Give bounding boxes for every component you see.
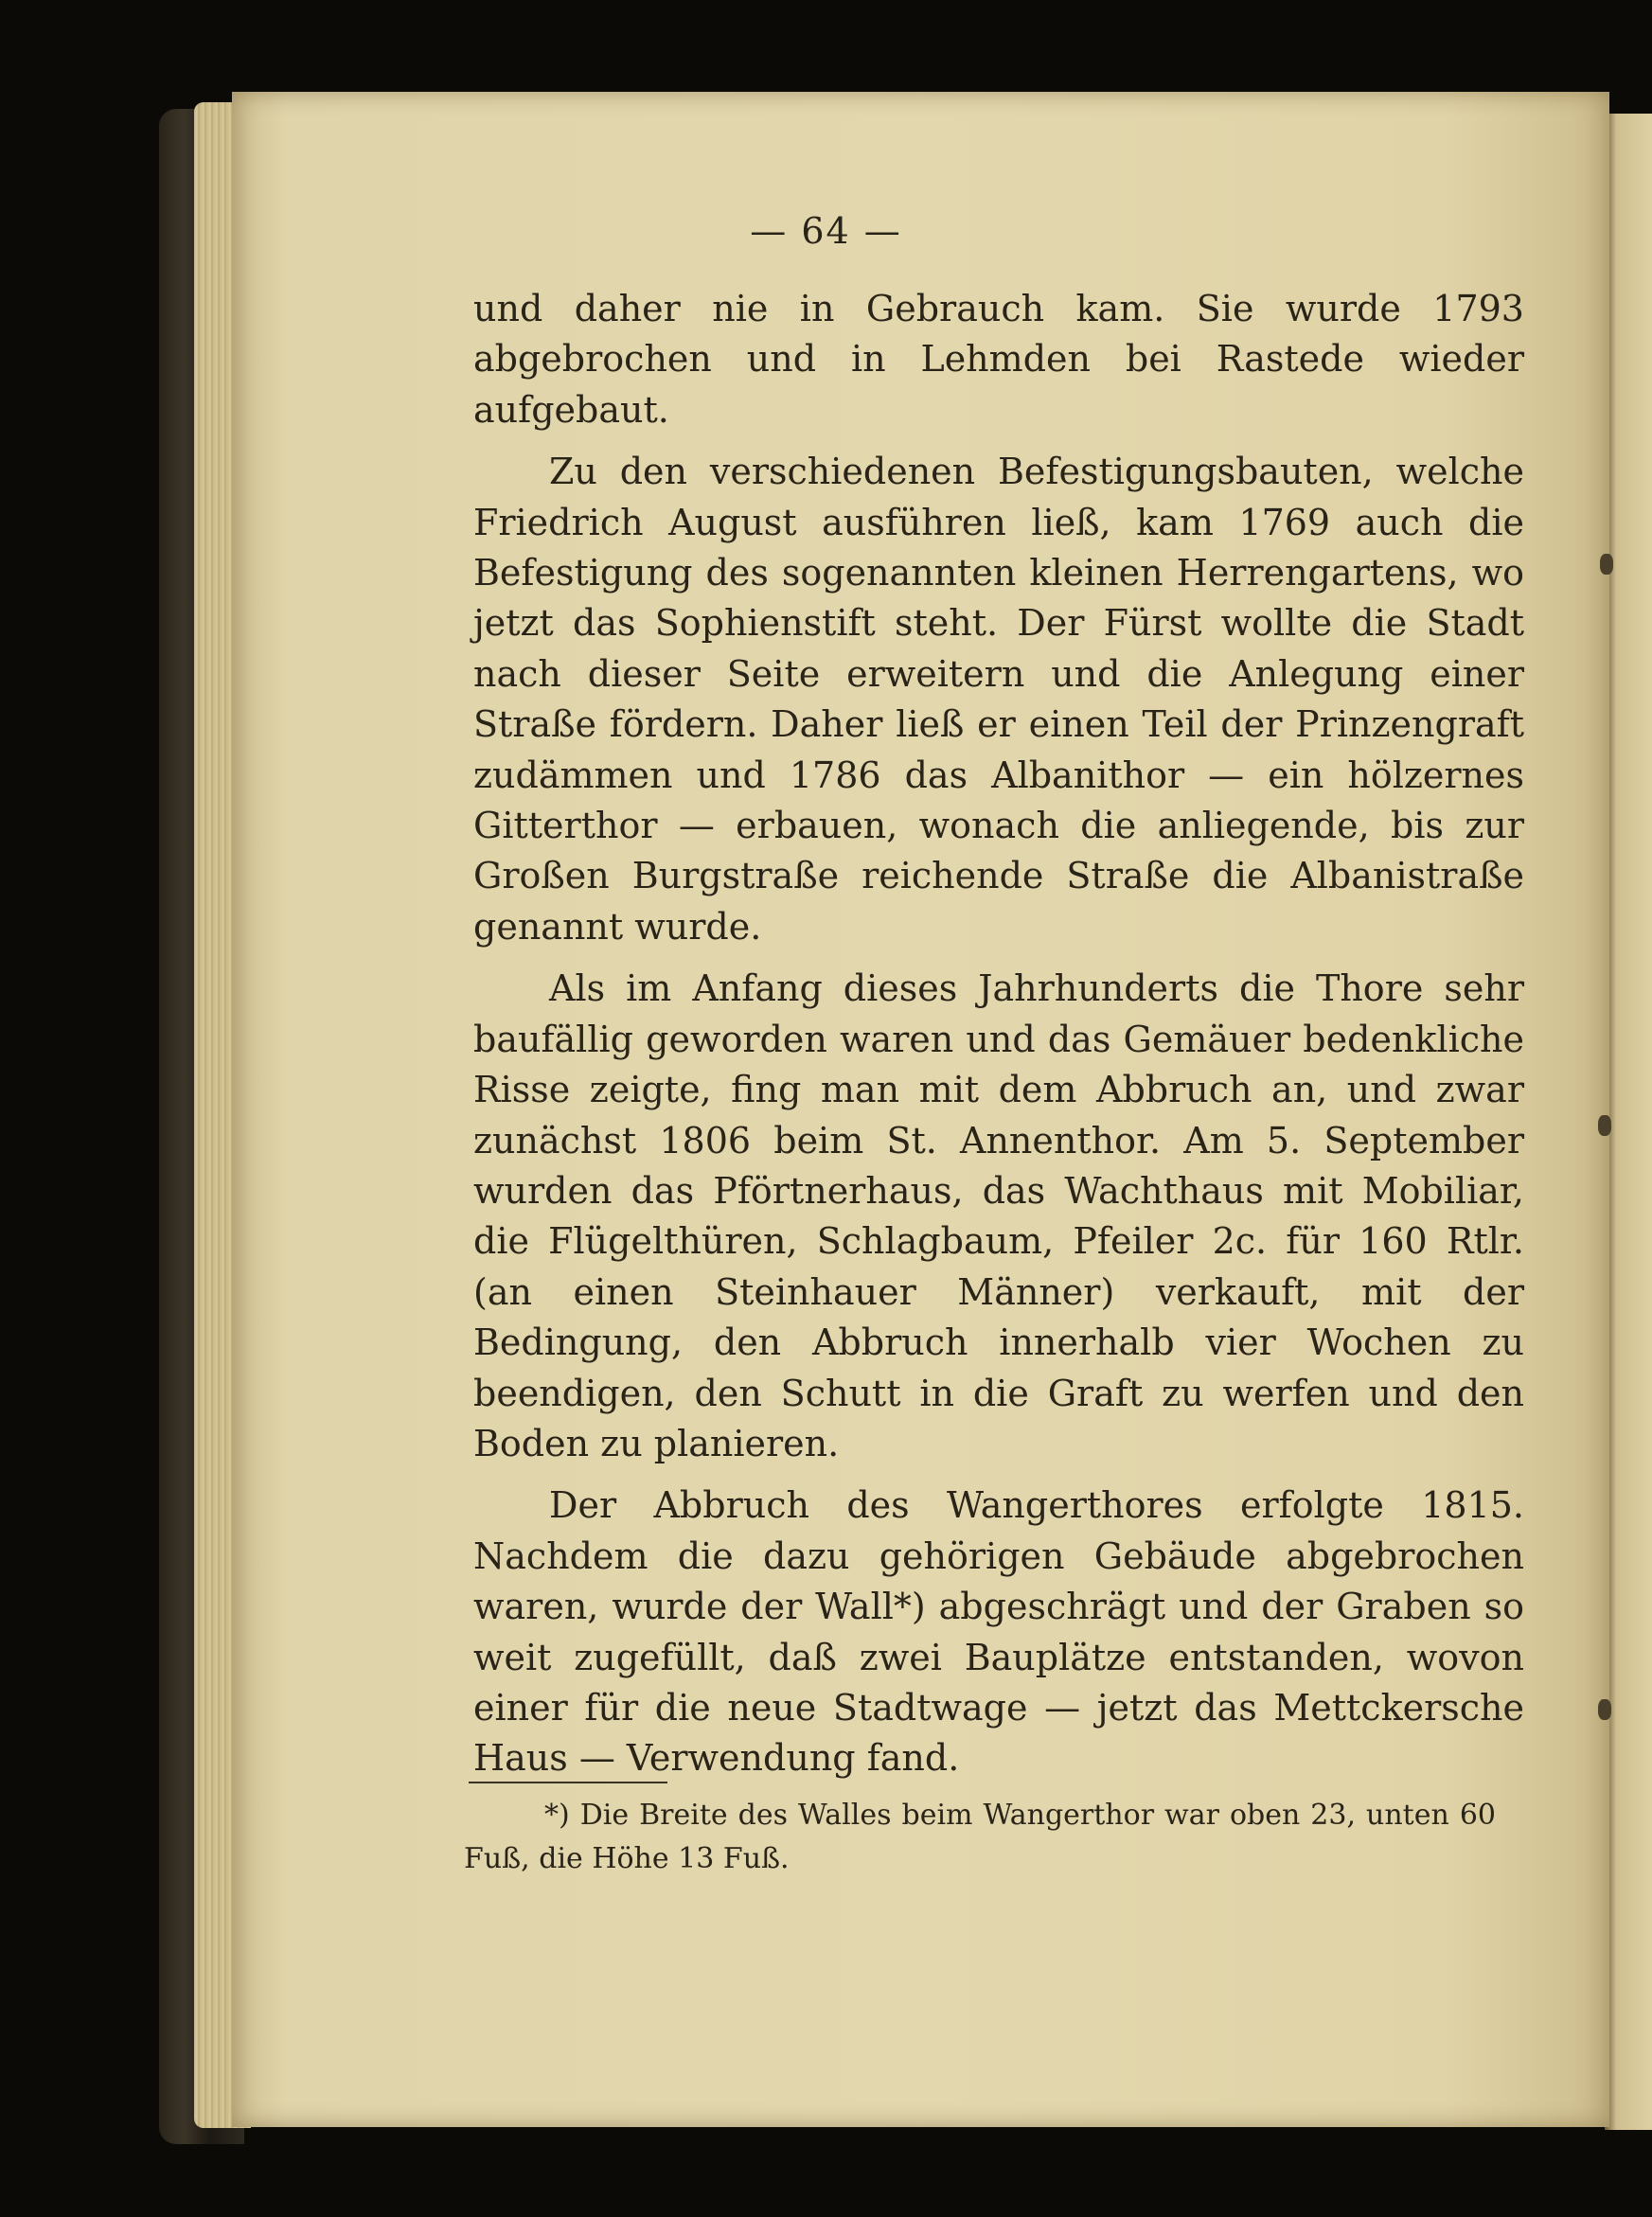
footnote	[464, 1794, 1496, 1881]
paragraph-2: Zu den verschiedenen Befestigungsbauten, welche Friedrich August ausführen ließ, kam 1769 auch die Befestigung des sogenannten kleinen Herrengartens, wo jetzt das Sophienstift steht. Der Fürst wollte die Stadt nach dieser Seite erweitern und die Anlegung einer Straße fördern. Daher ließ er einen Teil der Prinzengraft zudämmen und 1786 das Albanithor — ein hölzernes Gitterthor — erbauen, wonach die anliegende, bis zur Großen Burgstraße reichende Straße die Albanistraße genannt wurde.	[473, 451, 1524, 948]
footnote-divider	[469, 1782, 667, 1783]
binding-pin	[1598, 1699, 1611, 1720]
paragraph-1: und daher nie in Gebrauch kam. Sie wurde 1793 abgebrochen und in Lehmden bei Rastede wieder aufgebaut.	[473, 288, 1524, 431]
footnote-text: *) Die Breite des Walles beim Wangerthor war oben 23, unten 60 Fuß, die Höhe 13 Fuß.	[464, 1799, 1496, 1875]
binding-pin	[1600, 554, 1613, 575]
paragraph-4: Der Abbruch des Wangerthores erfolgte 1815. Nachdem die dazu gehörigen Gebäude abgebrochen waren, wurde der Wall*) abgeschrägt und der Graben so weit zugefüllt, daß zwei Bauplätze entstanden, wovon einer für die neue Stadtwage — jetzt das Mettckersche Haus — Verwendung fand.	[473, 1484, 1524, 1780]
body-text	[473, 284, 1524, 1796]
paragraph-3: Als im Anfang dieses Jahrhunderts die Thore sehr baufällig geworden waren und das Gemäuer bedenkliche Risse zeigte, fing man mit dem Abbruch an, und zwar zunächst 1806 beim St. Annenthor. Am 5. September wurden das Pförtnerhaus, das Wachthaus mit Mobiliar, die Flügelthüren, Schlagbaum, Pfeiler 2c. für 160 Rtlr. (an einen Steinhauer Männer) verkauft, mit der Bedingung, den Abbruch innerhalb vier Wochen zu beendigen, den Schutt in die Graft zu werfen und den Boden zu planieren.	[473, 967, 1524, 1464]
binding-pin	[1598, 1115, 1611, 1136]
facing-page-edge	[1605, 114, 1652, 2130]
page-number: — 64 —	[750, 210, 902, 252]
